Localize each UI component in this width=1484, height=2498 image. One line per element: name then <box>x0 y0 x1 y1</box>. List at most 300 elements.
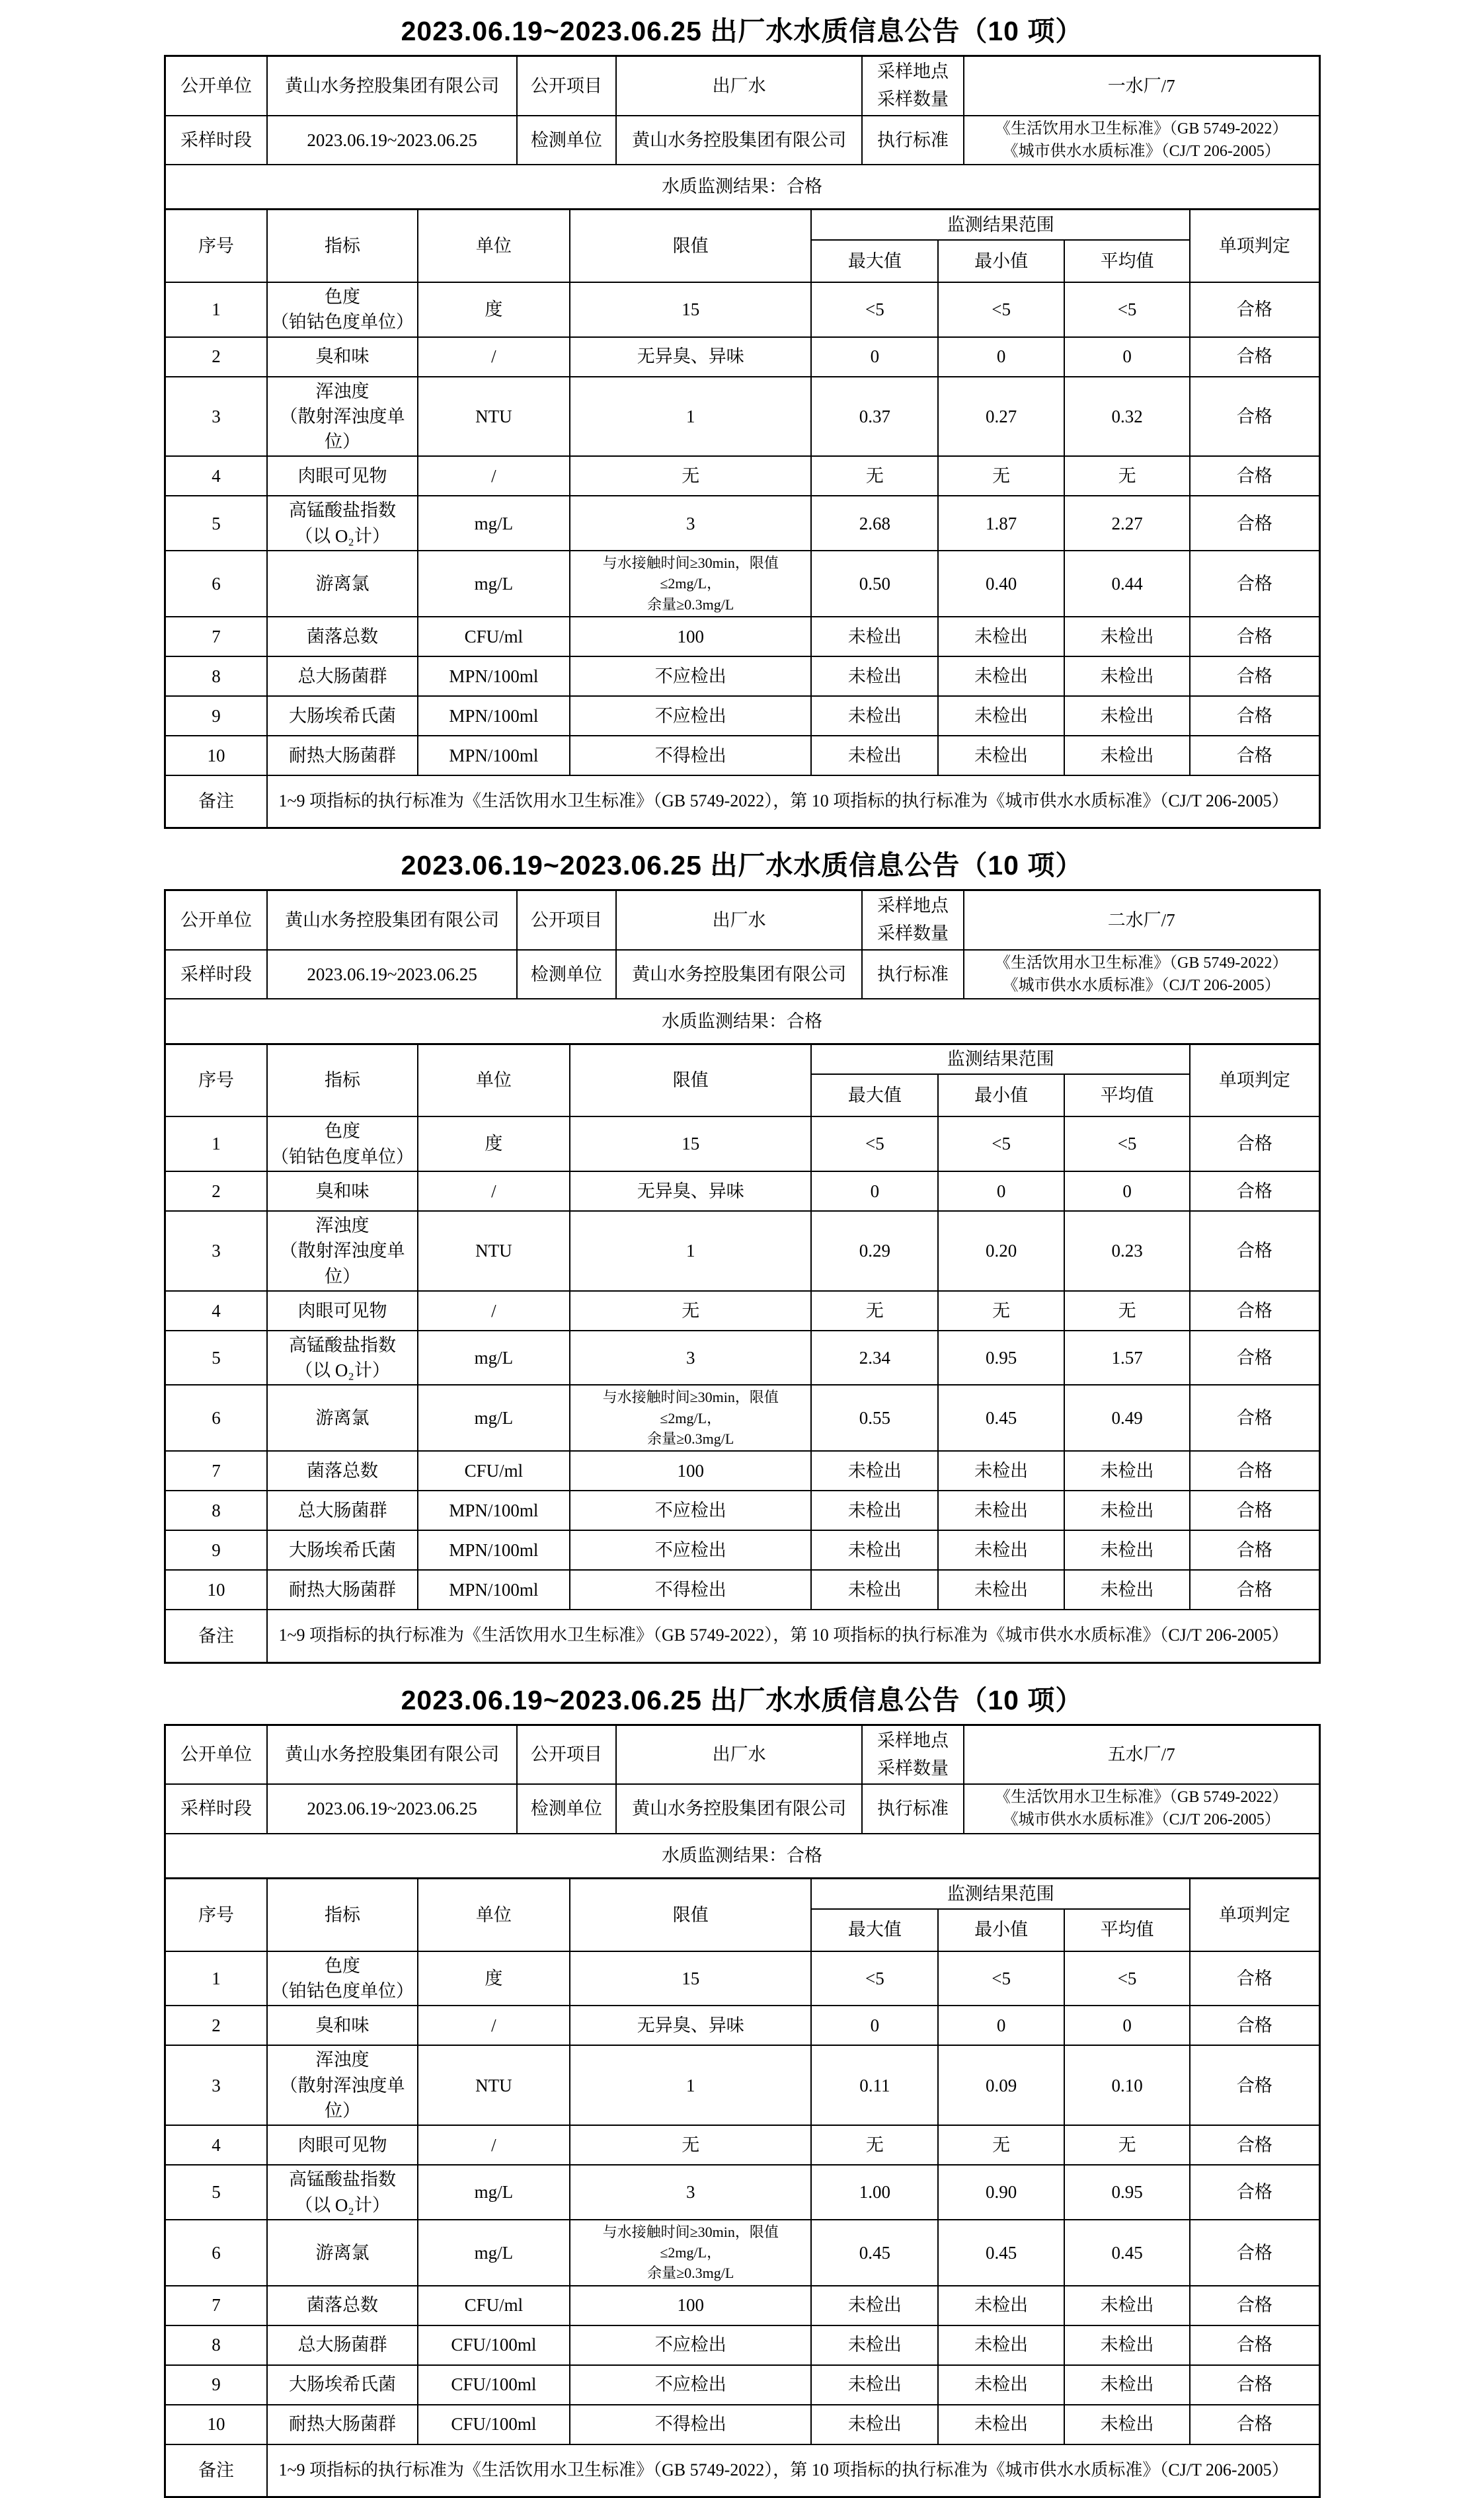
cell-min: 0.90 <box>938 2165 1064 2220</box>
cell-no: 4 <box>165 1291 267 1331</box>
note-label: 备注 <box>165 1610 267 1662</box>
cell-max: 0 <box>811 337 938 377</box>
cell-limit: 无异臭、异味 <box>570 1171 811 1211</box>
cell-no: 5 <box>165 1331 267 1386</box>
indicator-line1: 色度 <box>325 1955 361 1976</box>
cell-avg: 0.44 <box>1064 551 1190 617</box>
col-header-max: 最大值 <box>811 1074 938 1116</box>
table-row <box>165 736 1319 775</box>
cell-indicator: 肉眼可见物 <box>267 1291 417 1331</box>
cell-limit: 15 <box>570 1951 811 2006</box>
announcement-sheet <box>164 1724 1321 2498</box>
info-row <box>165 1725 1319 1784</box>
cell-no: 8 <box>165 656 267 696</box>
cell-avg: 未检出 <box>1064 2405 1190 2444</box>
cell-limit: 不得检出 <box>570 2405 811 2444</box>
public-unit-label: 公开单位 <box>165 890 267 950</box>
table-row <box>165 2125 1319 2165</box>
cell-no: 2 <box>165 2006 267 2045</box>
cell-min: <5 <box>938 282 1064 337</box>
cell-min: 未检出 <box>938 1530 1064 1570</box>
indicator-line1: 浑浊度 <box>315 2050 370 2070</box>
page-title: 2023.06.19~2023.06.25 出厂水水质信息公告（10 项） <box>401 16 1083 46</box>
cell-judge: 合格 <box>1190 1451 1319 1491</box>
table-row <box>165 1951 1319 2006</box>
cell-indicator: 总大肠菌群 <box>267 2325 417 2365</box>
cell-limit <box>570 551 811 617</box>
cell-avg: 未检出 <box>1064 2286 1190 2325</box>
cell-max: 0.29 <box>811 1211 938 1291</box>
cell-indicator: 大肠埃希氏菌 <box>267 696 417 736</box>
location-count-label <box>862 890 964 950</box>
cell-unit: mg/L <box>418 551 570 617</box>
cell-avg: 未检出 <box>1064 2325 1190 2365</box>
cell-judge: 合格 <box>1190 1491 1319 1530</box>
cell-unit: NTU <box>418 377 570 457</box>
indicator-line1: 高锰酸盐指数 <box>289 2169 397 2190</box>
indicator-line1: 色度 <box>325 1121 361 1142</box>
table-row <box>165 456 1319 496</box>
cell-no: 10 <box>165 1570 267 1610</box>
cell-no: 3 <box>165 1211 267 1291</box>
standard-value <box>964 1784 1319 1833</box>
cell-max: 未检出 <box>811 1570 938 1610</box>
cell-no: 8 <box>165 1491 267 1530</box>
cell-min: 0 <box>938 2006 1064 2045</box>
standard-label: 执行标准 <box>862 116 964 165</box>
indicator-line2: （铂钴色度单位） <box>271 312 414 332</box>
note-text: 1~9 项指标的执行标准为《生活饮用水卫生标准》（GB 5749-2022），第 10 项指标的执行标准为《城市供水水质标准》（CJ/T 206-2005） <box>267 775 1319 828</box>
cell-no: 9 <box>165 2365 267 2405</box>
cell-min: 0 <box>938 1171 1064 1211</box>
cell-min: 0.45 <box>938 1385 1064 1451</box>
indicator-line1: 高锰酸盐指数 <box>289 1335 397 1355</box>
cell-max: 2.34 <box>811 1331 938 1386</box>
location-label-line2: 采样数量 <box>877 923 949 944</box>
info-row <box>165 56 1319 116</box>
announcement-block-plant2 <box>0 843 1484 1663</box>
cell-limit: 不应检出 <box>570 2365 811 2405</box>
cell-min: <5 <box>938 1951 1064 2006</box>
project-value: 出厂水 <box>616 890 862 950</box>
cell-avg: 0.32 <box>1064 377 1190 457</box>
cell-judge: 合格 <box>1190 2125 1319 2165</box>
cell-indicator <box>267 1951 417 2006</box>
period-label: 采样时段 <box>165 1784 267 1833</box>
cell-avg: <5 <box>1064 282 1190 337</box>
cell-judge: 合格 <box>1190 736 1319 775</box>
cell-unit: mg/L <box>418 2220 570 2286</box>
cell-unit: CFU/ml <box>418 617 570 656</box>
lab-label: 检测单位 <box>517 116 616 165</box>
cell-min: 未检出 <box>938 2325 1064 2365</box>
table-row <box>165 1451 1319 1491</box>
cell-avg: <5 <box>1064 1951 1190 2006</box>
col-header-limit: 限值 <box>570 1879 811 1951</box>
cell-limit: 不应检出 <box>570 1491 811 1530</box>
cell-no: 7 <box>165 1451 267 1491</box>
cell-limit: 15 <box>570 1116 811 1171</box>
indicator-line1: 浑浊度 <box>315 1215 370 1235</box>
note-row <box>165 2444 1319 2497</box>
public-unit-value: 黄山水务控股集团有限公司 <box>267 890 516 950</box>
cell-indicator: 肉眼可见物 <box>267 456 417 496</box>
cell-judge: 合格 <box>1190 1530 1319 1570</box>
table-row <box>165 2006 1319 2045</box>
cell-min: 0.20 <box>938 1211 1064 1291</box>
project-value: 出厂水 <box>616 1725 862 1784</box>
col-header-avg: 平均值 <box>1064 1074 1190 1116</box>
col-header-unit: 单位 <box>418 1879 570 1951</box>
table-row <box>165 1171 1319 1211</box>
cell-indicator: 游离氯 <box>267 2220 417 2286</box>
cell-avg: 2.27 <box>1064 496 1190 551</box>
cell-limit: 无异臭、异味 <box>570 2006 811 2045</box>
location-label-line2: 采样数量 <box>877 1758 949 1778</box>
cell-indicator: 耐热大肠菌群 <box>267 1570 417 1610</box>
period-label: 采样时段 <box>165 950 267 999</box>
project-label: 公开项目 <box>517 1725 616 1784</box>
col-header-range: 监测结果范围 <box>811 1044 1190 1074</box>
col-header-range: 监测结果范围 <box>811 1879 1190 1909</box>
cell-judge: 合格 <box>1190 1116 1319 1171</box>
cell-max: 未检出 <box>811 617 938 656</box>
table-row <box>165 2365 1319 2405</box>
col-header-judge: 单项判定 <box>1190 1044 1319 1116</box>
col-header-max: 最大值 <box>811 240 938 282</box>
announcement-sheet <box>164 55 1321 829</box>
cell-min: <5 <box>938 1116 1064 1171</box>
result-row <box>165 1834 1319 1879</box>
table-row <box>165 1331 1319 1386</box>
cell-indicator: 耐热大肠菌群 <box>267 2405 417 2444</box>
cell-no: 7 <box>165 617 267 656</box>
period-value: 2023.06.19~2023.06.25 <box>267 116 516 165</box>
table-row <box>165 696 1319 736</box>
cell-limit: 15 <box>570 282 811 337</box>
col-header-min: 最小值 <box>938 1074 1064 1116</box>
cell-no: 6 <box>165 2220 267 2286</box>
cell-avg: 未检出 <box>1064 2365 1190 2405</box>
col-header-avg: 平均值 <box>1064 240 1190 282</box>
cell-unit: mg/L <box>418 1385 570 1451</box>
standard-line1: 《生活饮用水卫生标准》（GB 5749-2022） <box>995 120 1288 137</box>
cell-indicator <box>267 1116 417 1171</box>
cell-max: 无 <box>811 2125 938 2165</box>
info-row <box>165 116 1319 165</box>
indicator-line1: 色度 <box>325 286 361 307</box>
cell-indicator <box>267 2165 417 2220</box>
cell-limit: 100 <box>570 617 811 656</box>
info-row <box>165 890 1319 950</box>
col-header-judge: 单项判定 <box>1190 210 1319 282</box>
cell-judge: 合格 <box>1190 2325 1319 2365</box>
col-header-unit: 单位 <box>418 210 570 282</box>
info-table <box>164 55 1321 210</box>
table-row <box>165 1491 1319 1530</box>
cell-max: 未检出 <box>811 696 938 736</box>
cell-avg: 0.23 <box>1064 1211 1190 1291</box>
cell-no: 1 <box>165 282 267 337</box>
announcement-sheet <box>164 889 1321 1663</box>
cell-unit: CFU/ml <box>418 2286 570 2325</box>
table-row <box>165 337 1319 377</box>
limit-line2: 余量≥0.3mg/L <box>647 2265 734 2282</box>
note-text: 1~9 项指标的执行标准为《生活饮用水卫生标准》（GB 5749-2022），第 10 项指标的执行标准为《城市供水水质标准》（CJ/T 206-2005） <box>267 2444 1319 2497</box>
cell-indicator: 菌落总数 <box>267 2286 417 2325</box>
cell-min: 未检出 <box>938 1451 1064 1491</box>
cell-judge: 合格 <box>1190 496 1319 551</box>
col-header-indicator: 指标 <box>267 210 417 282</box>
cell-min: 未检出 <box>938 656 1064 696</box>
cell-max: <5 <box>811 1116 938 1171</box>
cell-avg: 未检出 <box>1064 1570 1190 1610</box>
cell-avg: 未检出 <box>1064 656 1190 696</box>
location-count-label <box>862 1725 964 1784</box>
cell-unit: / <box>418 1291 570 1331</box>
col-header-no: 序号 <box>165 1879 267 1951</box>
cell-unit: MPN/100ml <box>418 736 570 775</box>
cell-limit: 不应检出 <box>570 656 811 696</box>
standard-line2: 《城市供水水质标准》（CJ/T 206-2005） <box>1002 142 1280 160</box>
cell-avg: 未检出 <box>1064 736 1190 775</box>
cell-max: 未检出 <box>811 2286 938 2325</box>
limit-line1: 与水接触时间≥30min，限值≤2mg/L， <box>602 1389 779 1426</box>
result-row <box>165 999 1319 1044</box>
cell-judge: 合格 <box>1190 2286 1319 2325</box>
cell-max: 未检出 <box>811 656 938 696</box>
cell-avg: 0 <box>1064 1171 1190 1211</box>
cell-avg: 1.57 <box>1064 1331 1190 1386</box>
col-header-max: 最大值 <box>811 1909 938 1951</box>
cell-unit: 度 <box>418 1116 570 1171</box>
table-row <box>165 656 1319 696</box>
cell-indicator <box>267 496 417 551</box>
cell-avg: 无 <box>1064 456 1190 496</box>
cell-no: 1 <box>165 1951 267 2006</box>
cell-min: 1.87 <box>938 496 1064 551</box>
cell-unit: CFU/100ml <box>418 2325 570 2365</box>
cell-unit: MPN/100ml <box>418 696 570 736</box>
cell-judge: 合格 <box>1190 2045 1319 2125</box>
standard-label: 执行标准 <box>862 1784 964 1833</box>
cell-judge: 合格 <box>1190 696 1319 736</box>
note-label: 备注 <box>165 2444 267 2497</box>
note-row <box>165 1610 1319 1662</box>
cell-judge: 合格 <box>1190 617 1319 656</box>
col-header-limit: 限值 <box>570 1044 811 1116</box>
cell-judge: 合格 <box>1190 551 1319 617</box>
cell-no: 9 <box>165 696 267 736</box>
indicator-line2: （铂钴色度单位） <box>271 1146 414 1167</box>
cell-judge: 合格 <box>1190 282 1319 337</box>
announcement-block-plant5 <box>0 1678 1484 2498</box>
cell-limit: 无 <box>570 2125 811 2165</box>
cell-unit: / <box>418 337 570 377</box>
standard-line2: 《城市供水水质标准》（CJ/T 206-2005） <box>1002 977 1280 995</box>
cell-min: 未检出 <box>938 696 1064 736</box>
indicator-line2: （散射浑浊度单位） <box>280 1241 405 1286</box>
cell-limit: 3 <box>570 1331 811 1386</box>
cell-limit: 不应检出 <box>570 696 811 736</box>
cell-avg: 未检出 <box>1064 617 1190 656</box>
cell-judge: 合格 <box>1190 456 1319 496</box>
standard-line1: 《生活饮用水卫生标准》（GB 5749-2022） <box>995 1789 1288 1807</box>
location-label-line2: 采样数量 <box>877 89 949 109</box>
cell-min: 0.45 <box>938 2220 1064 2286</box>
cell-max: 1.00 <box>811 2165 938 2220</box>
table-header-row-1 <box>165 210 1319 240</box>
period-label: 采样时段 <box>165 116 267 165</box>
cell-indicator: 菌落总数 <box>267 617 417 656</box>
table-row <box>165 496 1319 551</box>
note-label: 备注 <box>165 775 267 828</box>
cell-avg: 无 <box>1064 1291 1190 1331</box>
cell-indicator: 游离氯 <box>267 551 417 617</box>
table-row <box>165 551 1319 617</box>
cell-min: 0.40 <box>938 551 1064 617</box>
cell-avg: 0.49 <box>1064 1385 1190 1451</box>
cell-limit: 1 <box>570 377 811 457</box>
indicator-line2: （铂钴色度单位） <box>271 1980 414 2001</box>
cell-unit: MPN/100ml <box>418 656 570 696</box>
cell-max: <5 <box>811 282 938 337</box>
project-label: 公开项目 <box>517 890 616 950</box>
location-count-value: 五水厂/7 <box>964 1725 1319 1784</box>
table-header-row-1 <box>165 1879 1319 1909</box>
indicator-line1: 浑浊度 <box>315 381 370 401</box>
table-row <box>165 2165 1319 2220</box>
cell-max: 未检出 <box>811 2405 938 2444</box>
cell-avg: 未检出 <box>1064 696 1190 736</box>
cell-indicator: 臭和味 <box>267 1171 417 1211</box>
cell-indicator: 臭和味 <box>267 2006 417 2045</box>
cell-indicator <box>267 1211 417 1291</box>
info-row <box>165 1784 1319 1833</box>
cell-limit: 不得检出 <box>570 736 811 775</box>
cell-judge: 合格 <box>1190 337 1319 377</box>
cell-judge: 合格 <box>1190 1291 1319 1331</box>
cell-unit: 度 <box>418 1951 570 2006</box>
cell-max: 未检出 <box>811 2365 938 2405</box>
cell-max: <5 <box>811 1951 938 2006</box>
cell-indicator <box>267 282 417 337</box>
cell-limit: 无异臭、异味 <box>570 337 811 377</box>
cell-avg: 无 <box>1064 2125 1190 2165</box>
cell-limit: 不应检出 <box>570 1530 811 1570</box>
indicator-line2: （散射浑浊度单位） <box>280 2075 405 2121</box>
lab-value: 黄山水务控股集团有限公司 <box>616 950 862 999</box>
cell-max: 未检出 <box>811 1491 938 1530</box>
cell-avg: 0.95 <box>1064 2165 1190 2220</box>
table-row <box>165 617 1319 656</box>
col-header-no: 序号 <box>165 210 267 282</box>
col-header-min: 最小值 <box>938 1909 1064 1951</box>
lab-label: 检测单位 <box>517 950 616 999</box>
table-row <box>165 2220 1319 2286</box>
table-row <box>165 1385 1319 1451</box>
indicator-line2: （以 O₂计） <box>295 2195 390 2215</box>
result-row <box>165 165 1319 210</box>
limit-line1: 与水接触时间≥30min，限值≤2mg/L， <box>602 2223 779 2261</box>
limit-line2: 余量≥0.3mg/L <box>647 1430 734 1447</box>
location-count-value: 二水厂/7 <box>964 890 1319 950</box>
cell-min: 0 <box>938 337 1064 377</box>
cell-judge: 合格 <box>1190 1331 1319 1386</box>
cell-no: 3 <box>165 2045 267 2125</box>
table-row <box>165 2325 1319 2365</box>
page-title: 2023.06.19~2023.06.25 出厂水水质信息公告（10 项） <box>401 850 1083 881</box>
cell-no: 8 <box>165 2325 267 2365</box>
cell-unit: / <box>418 2125 570 2165</box>
cell-judge: 合格 <box>1190 377 1319 457</box>
cell-min: 0.27 <box>938 377 1064 457</box>
cell-max: 未检出 <box>811 1451 938 1491</box>
cell-no: 5 <box>165 2165 267 2220</box>
cell-judge: 合格 <box>1190 1385 1319 1451</box>
cell-min: 无 <box>938 2125 1064 2165</box>
table-header-row-1 <box>165 1044 1319 1074</box>
cell-max: 未检出 <box>811 1530 938 1570</box>
cell-avg: 未检出 <box>1064 1451 1190 1491</box>
cell-unit: MPN/100ml <box>418 1491 570 1530</box>
public-unit-label: 公开单位 <box>165 1725 267 1784</box>
cell-judge: 合格 <box>1190 2220 1319 2286</box>
standard-value <box>964 950 1319 999</box>
col-header-no: 序号 <box>165 1044 267 1116</box>
cell-min: 未检出 <box>938 1491 1064 1530</box>
cell-min: 0.95 <box>938 1331 1064 1386</box>
standard-line2: 《城市供水水质标准》（CJ/T 206-2005） <box>1002 1811 1280 1829</box>
cell-min: 未检出 <box>938 617 1064 656</box>
cell-indicator: 臭和味 <box>267 337 417 377</box>
cell-limit <box>570 2220 811 2286</box>
cell-judge: 合格 <box>1190 1570 1319 1610</box>
location-count-label <box>862 56 964 116</box>
cell-no: 4 <box>165 456 267 496</box>
quality-data-table <box>164 208 1321 829</box>
cell-unit: mg/L <box>418 2165 570 2220</box>
cell-unit: NTU <box>418 1211 570 1291</box>
cell-indicator: 大肠埃希氏菌 <box>267 2365 417 2405</box>
cell-judge: 合格 <box>1190 2405 1319 2444</box>
cell-no: 4 <box>165 2125 267 2165</box>
cell-max: 0 <box>811 2006 938 2045</box>
cell-avg: 0 <box>1064 2006 1190 2045</box>
cell-indicator: 游离氯 <box>267 1385 417 1451</box>
cell-judge: 合格 <box>1190 1171 1319 1211</box>
announcement-block-plant1 <box>0 9 1484 829</box>
public-unit-value: 黄山水务控股集团有限公司 <box>267 1725 516 1784</box>
overall-result: 水质监测结果：合格 <box>165 1834 1319 1879</box>
cell-limit: 1 <box>570 1211 811 1291</box>
cell-max: 0.11 <box>811 2045 938 2125</box>
location-label-line1: 采样地点 <box>877 896 949 916</box>
cell-min: 未检出 <box>938 1570 1064 1610</box>
cell-limit: 3 <box>570 496 811 551</box>
cell-unit: mg/L <box>418 496 570 551</box>
public-unit-label: 公开单位 <box>165 56 267 116</box>
cell-judge: 合格 <box>1190 656 1319 696</box>
table-row <box>165 1116 1319 1171</box>
location-label-line1: 采样地点 <box>877 61 949 81</box>
cell-limit: 3 <box>570 2165 811 2220</box>
note-row <box>165 775 1319 828</box>
standard-value <box>964 116 1319 165</box>
cell-indicator: 肉眼可见物 <box>267 2125 417 2165</box>
cell-indicator: 总大肠菌群 <box>267 656 417 696</box>
cell-max: 0 <box>811 1171 938 1211</box>
